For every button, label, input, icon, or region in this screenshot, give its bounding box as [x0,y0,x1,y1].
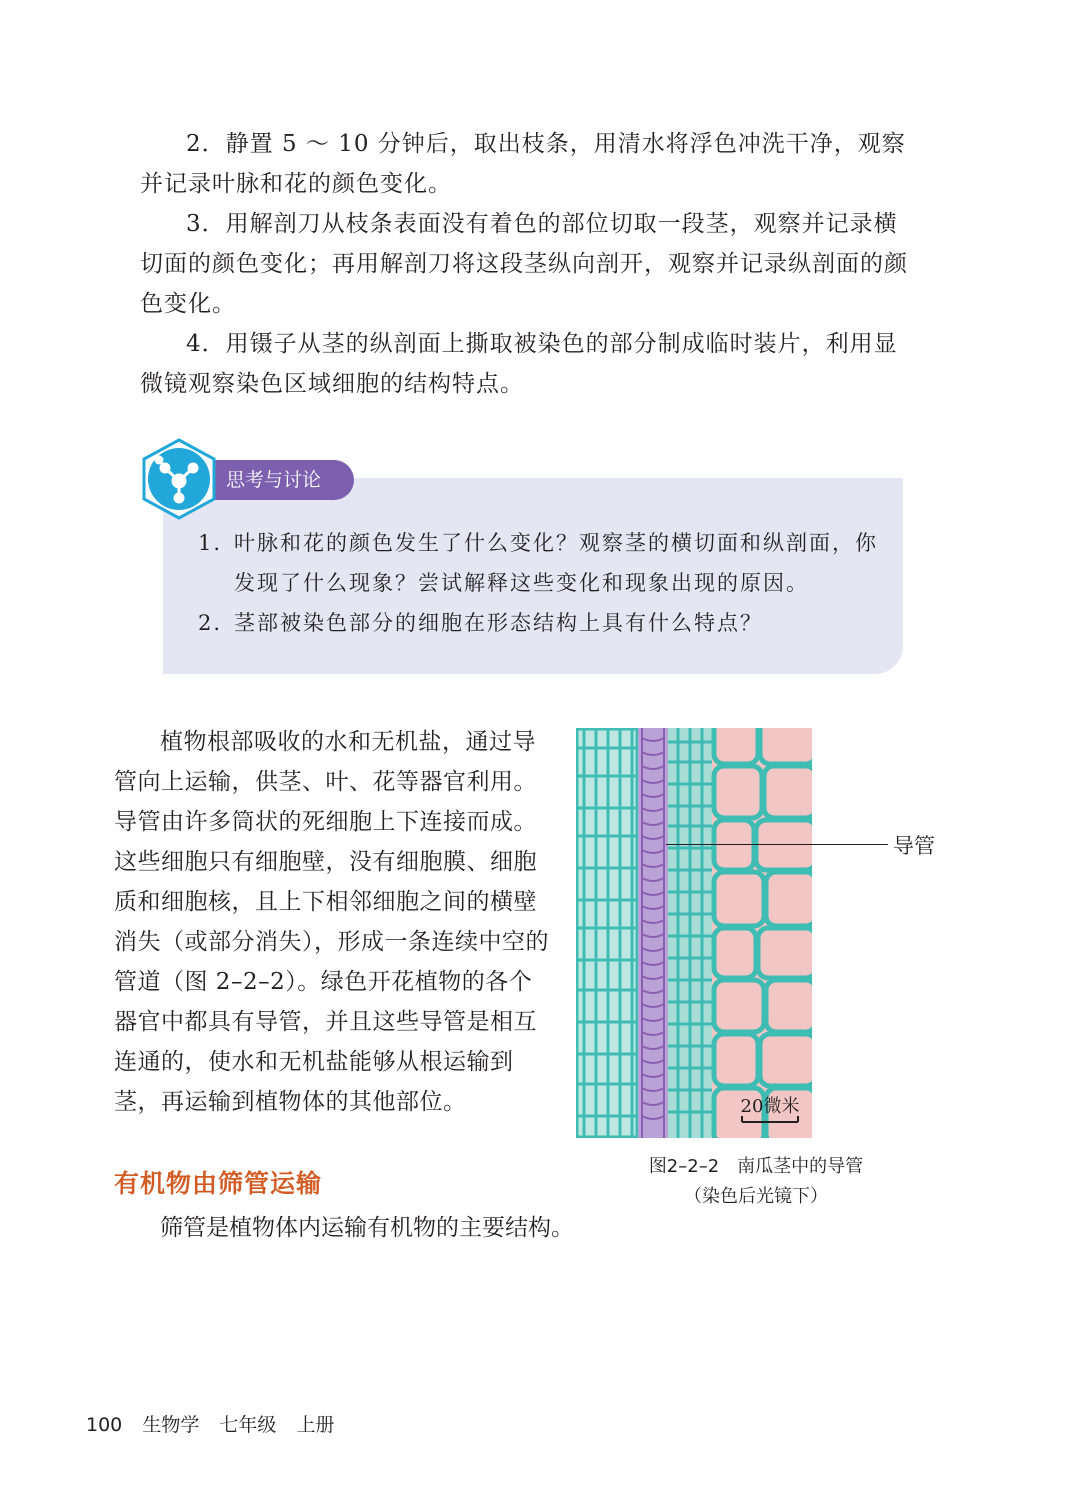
section-paragraph: 筛管是植物体内运输有机物的主要结构。 [160,1215,574,1241]
step-3: 3．用解剖刀从枝条表面没有着色的部位切取一段茎，观察并记录横切面的颜色变化；再用解剖刀将这段茎纵向剖开，观察并记录纵剖面的颜色变化。 [140,211,908,317]
vessel-label: 导管 [893,834,935,858]
grade-label: 七年级 [219,1414,277,1436]
figure-caption [626,1152,886,1212]
page-number: 100 [86,1414,123,1436]
think-question [198,523,888,603]
page-footer [86,1410,334,1437]
book-title: 生物学 [142,1414,200,1436]
vessel-paragraph: 植物根部吸收的水和无机盐，通过导管向上运输，供茎、叶、花等器官利用。导管由许多筒状的死细胞上下连接而成。这些细胞只有细胞壁，没有细胞膜、细胞质和细胞核，且上下相邻细胞之间的横壁消失（或部分消失），形成一条连续中空的管道（图 2–2–2）。绿色开花植物的各个器官中都具有导管，并且这些导管是相互连通的，使水和无机盐能够从根运输到茎，再运输到植物体的其他部位。 [114,729,549,1115]
step-4: 4．用镊子从茎的纵剖面上撕取被染色的部分制成临时装片，利用显微镜观察染色区域细胞的结构特点。 [140,331,898,397]
question-text: 叶脉和花的颜色发生了什么变化？观察茎的横切面和纵剖面，你发现了什么现象？尝试解释这些变化和现象出现的原因。 [234,531,878,595]
figure-caption-note: （染色后光镜下） [684,1186,828,1207]
think-question [198,603,888,643]
vessel-paragraph-block [114,722,554,1122]
step-2: 2．静置 5 ～ 10 分钟后，取出枝条，用清水将浮色冲洗干净，观察并记录叶脉和花的颜色变化。 [140,131,906,197]
micrograph-figure [576,728,812,1138]
question-text: 茎部被染色部分的细胞在形态结构上具有什么特点？ [234,611,763,635]
scale-bar-label: 20微米 [740,1096,800,1117]
section-heading: 有机物由筛管运输 [114,1169,323,1198]
volume-label: 上册 [296,1414,335,1436]
think-question-list [198,523,888,643]
question-number: 1. [198,531,223,555]
experiment-steps [140,124,910,404]
think-discuss-title: 思考与讨论 [200,460,354,500]
micrograph-image [576,728,812,1138]
question-number: 2. [198,611,223,635]
figure-caption-title: 图2–2–2 南瓜茎中的导管 [648,1156,864,1177]
vessel-leader-line [666,844,888,845]
molecule-icon [138,438,220,520]
